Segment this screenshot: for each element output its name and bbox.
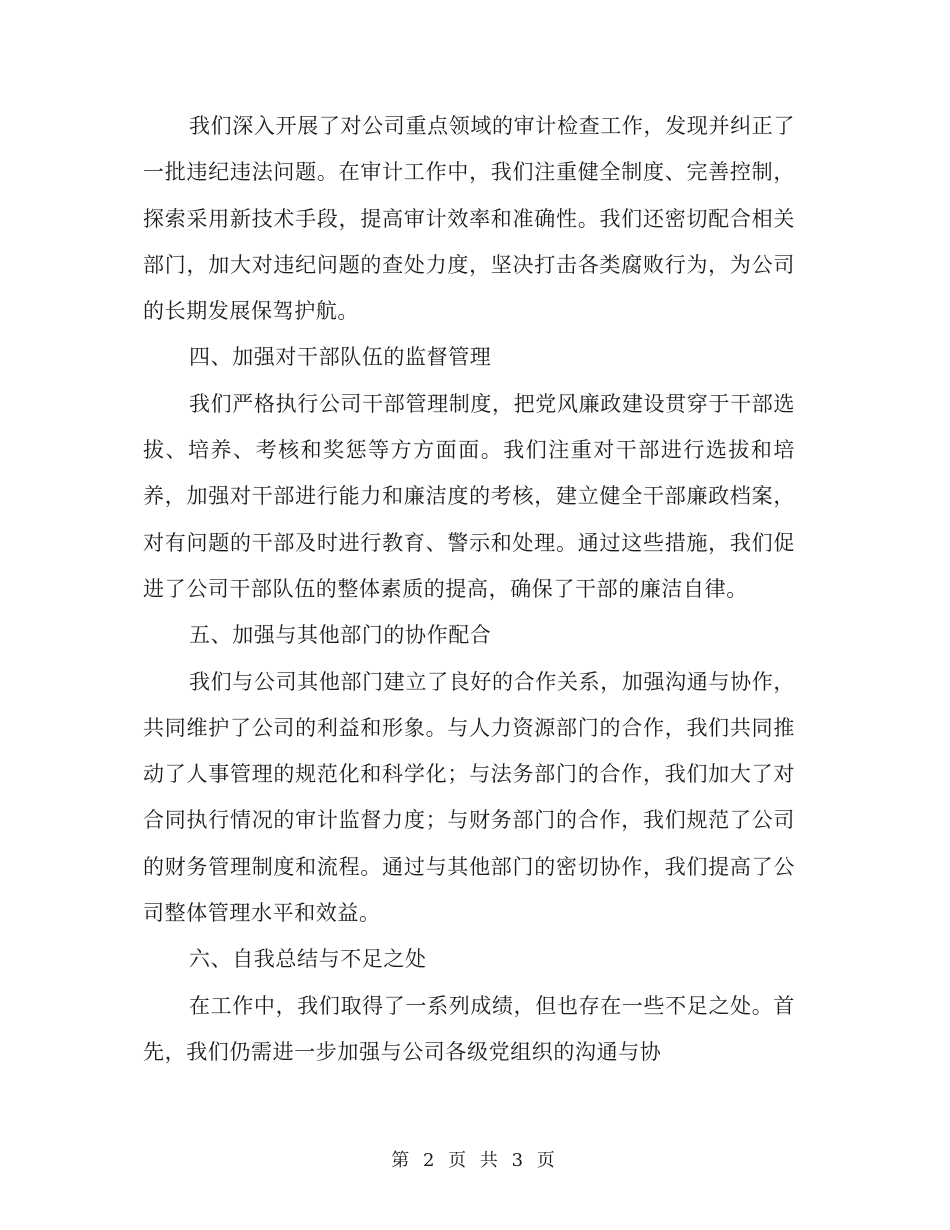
page-number-footer: 第 2 页 共 3 页 xyxy=(391,1150,559,1171)
paragraph-cadre-supervision: 我们严格执行公司干部管理制度，把党风廉政建设贯穿于干部选拔、培养、考核和奖惩等方方面面。我们注重对干部进行选拔和培养，加强对干部进行能力和廉洁度的考核，建立健全干部廉政档案，对有问题的干部及时进行教育、警示和处理。通过这些措施，我们促进了公司干部队伍的整体素质的提高，确保了干部的廉洁自律。 xyxy=(143,391,795,601)
document-body xyxy=(143,103,795,1075)
paragraph-self-summary: 在工作中，我们取得了一系列成绩，但也存在一些不足之处。首先，我们仍需进一步加强与公司各级党组织的沟通与协 xyxy=(143,993,795,1064)
paragraph-department-cooperation: 我们与公司其他部门建立了良好的合作关系，加强沟通与协作，共同维护了公司的利益和形象。与人力资源部门的合作，我们共同推动了人事管理的规范化和科学化；与法务部门的合作，我们加大了对合同执行情况的审计监督力度；与财务部门的合作，我们规范了公司的财务管理制度和流程。通过与其他部门的密切协作，我们提高了公司整体管理水平和效益。 xyxy=(143,669,795,926)
section-heading-department-cooperation: 五、加强与其他部门的协作配合 xyxy=(189,623,492,648)
section-heading-self-summary: 六、自我总结与不足之处 xyxy=(189,947,427,972)
paragraph-audit-work: 我们深入开展了对公司重点领域的审计检查工作，发现并纠正了一批违纪违法问题。在审计工作中，我们注重健全制度、完善控制，探索采用新技术手段，提高审计效率和准确性。我们还密切配合相关部门，加大对违纪问题的查处力度，坚决打击各类腐败行为，为公司的长期发展保驾护航。 xyxy=(143,114,795,324)
section-heading-cadre-supervision: 四、加强对干部队伍的监督管理 xyxy=(189,345,492,370)
